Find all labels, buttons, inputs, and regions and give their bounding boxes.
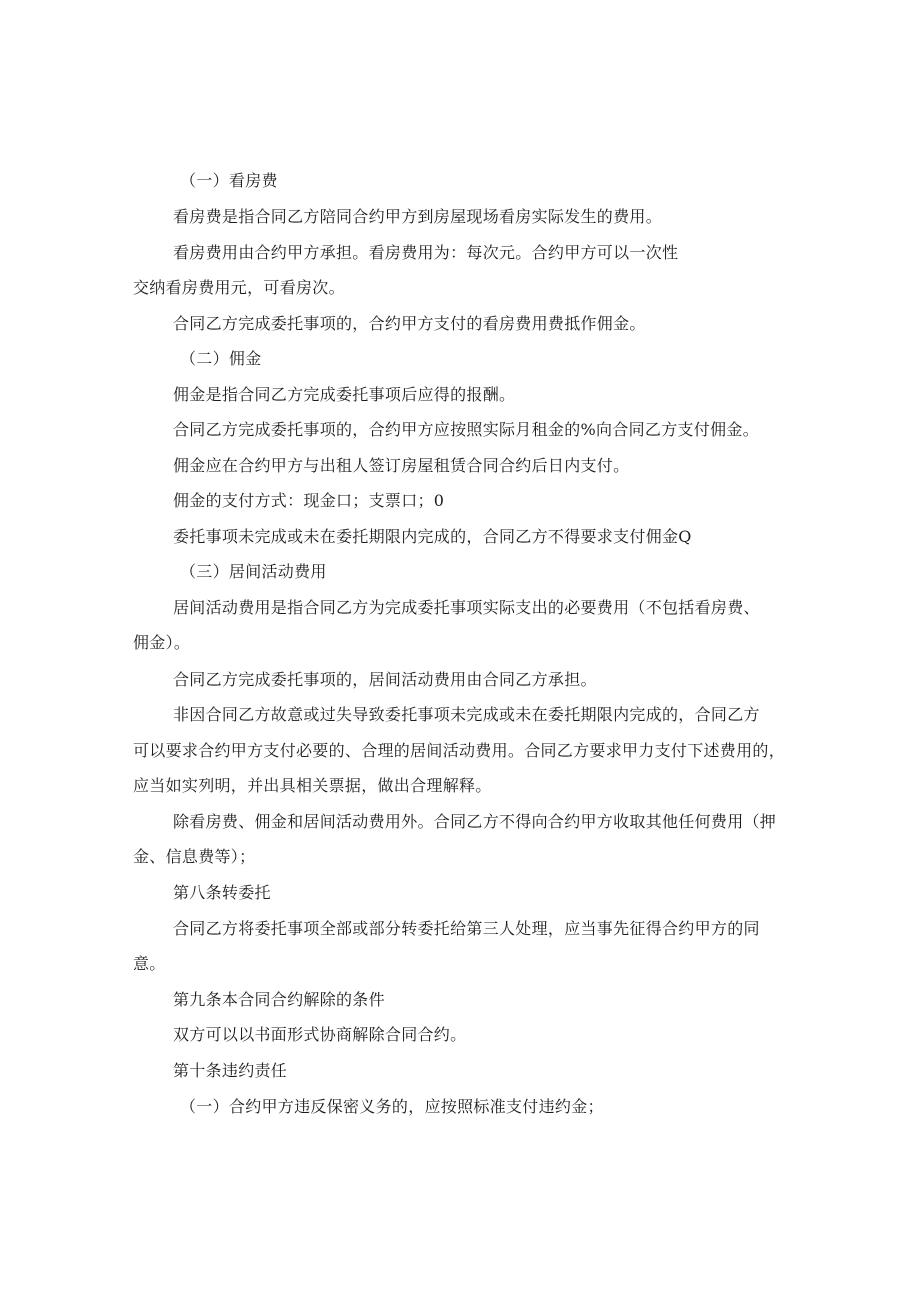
paragraph-line: 合同乙方将委托事项全部或部分转委托给第三人处理，应当事先征得合约甲方的同 (173, 919, 760, 938)
paragraph-line: 佣金是指合同乙方完成委托事项后应得的报酬。 (173, 385, 516, 404)
heading-viewing-fee: （一）看房费 (180, 171, 278, 190)
paragraph-line: 看房费用由合约甲方承担。看房费用为：每次元。合约甲方可以一次性 (173, 243, 679, 262)
article-9-heading: 第九条本合同合约解除的条件 (173, 990, 385, 1009)
paragraph-line: 合同乙方完成委托事项的，合约甲方支付的看房费用费抵作佣金。 (173, 314, 646, 333)
paragraph-line: （一）合约甲方违反保密义务的，应按照标准支付违约金； (180, 1097, 604, 1116)
paragraph-line: 委托事项未完成或未在委托期限内完成的，合同乙方不得要求支付佣金Q (173, 527, 692, 546)
paragraph-line: 交纳看房费用元，可看房次。 (133, 278, 345, 297)
paragraph-line: 佣金应在合约甲方与出租人签订房屋租赁合同合约后日内支付。 (173, 456, 630, 475)
heading-intermediary-costs: （三）居间活动费用 (180, 562, 327, 581)
paragraph-line: 看房费是指合同乙方陪同合约甲方到房屋现场看房实际发生的费用。 (173, 207, 663, 226)
paragraph-line: 非因合同乙方故意或过失导致委托事项未完成或未在委托期限内完成的，合同乙方 (173, 705, 760, 724)
paragraph-line: 合同乙方完成委托事项的，合约甲方应按照实际月租金的%向合同乙方支付佣金。 (173, 420, 760, 439)
paragraph-line: 可以要求合约甲方支付必要的、合理的居间活动费用。合同乙方要求甲力支付下述费用的， (133, 741, 786, 760)
paragraph-line: 除看房费、佣金和居间活动费用外。合同乙方不得向合约甲方收取其他任何费用（押 (173, 812, 777, 831)
paragraph-line: 应当如实列明，并出具相关票据，做出合理解释。 (133, 776, 492, 795)
article-10-heading: 第十条违约责任 (173, 1061, 288, 1080)
heading-commission: （二）佣金 (180, 349, 262, 368)
paragraph-line: 佣金）。 (133, 633, 191, 652)
paragraph-line: 合同乙方完成委托事项的，居间活动费用由合同乙方承担。 (173, 670, 597, 689)
paragraph-line: 双方可以以书面形式协商解除合同合约。 (173, 1025, 467, 1044)
paragraph-line: 佣金的支付方式：现金口；支票口；0 (173, 491, 445, 510)
paragraph-line: 金、信息费等）； (133, 847, 256, 866)
article-8-heading: 第八条转委托 (173, 883, 271, 902)
paragraph-line: 意。 (133, 954, 166, 973)
paragraph-line: 居间活动费用是指合同乙方为完成委托事项实际支出的必要费用（不包括看房费、 (173, 598, 760, 617)
